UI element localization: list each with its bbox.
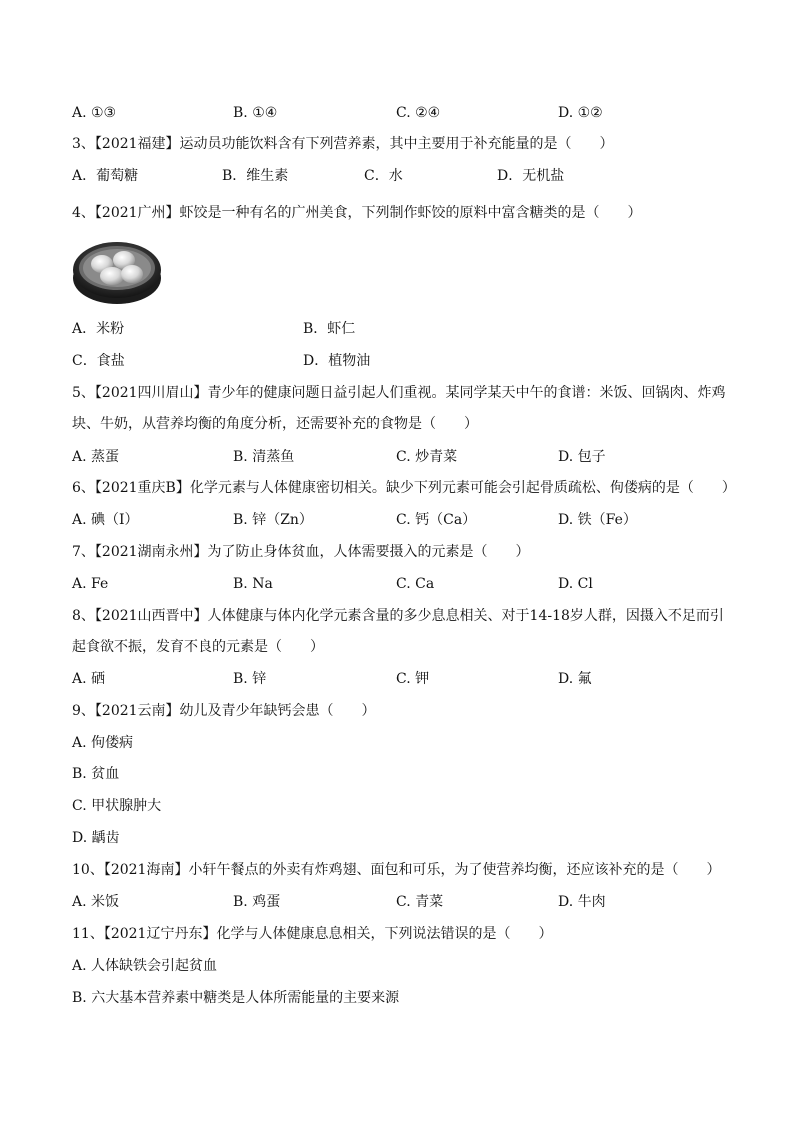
q4-option-d[interactable]: D．植物油 <box>303 353 371 369</box>
q6-option-b[interactable]: B. 锌（Zn） <box>233 512 313 528</box>
q7-option-d[interactable]: D. Cl <box>558 576 593 592</box>
q3-option-d[interactable]: D．无机盐 <box>497 168 565 184</box>
shrimp-dumpling-image <box>72 234 162 306</box>
q5-option-d[interactable]: D. 包子 <box>558 449 606 465</box>
q9-stem: 9、【2021云南】幼儿及青少年缺钙会患（ ） <box>72 703 376 719</box>
q7-option-b[interactable]: B. Na <box>233 576 273 592</box>
q6-option-d[interactable]: D. 铁（Fe） <box>558 512 637 528</box>
q2-option-b[interactable]: B. ①④ <box>233 105 278 121</box>
q4-option-c[interactable]: C．食盐 <box>72 353 125 369</box>
q11-stem: 11、【2021辽宁丹东】化学与人体健康息息相关，下列说法错误的是（ ） <box>72 926 553 942</box>
q9-option-d[interactable]: D. 龋齿 <box>72 830 120 846</box>
q10-option-a[interactable]: A. 米饭 <box>72 894 120 910</box>
q5-stem-line2: 块、牛奶，从营养均衡的角度分析，还需要补充的食物是（ ） <box>72 416 478 432</box>
q5-option-a[interactable]: A. 蒸蛋 <box>72 449 120 465</box>
q8-stem-line1: 8、【2021山西晋中】人体健康与体内化学元素含量的多少息息相关、对于14-18岁人群，因摄入不足而引 <box>72 608 724 624</box>
q8-stem-line2: 起食欲不振，发育不良的元素是（ ） <box>72 639 324 655</box>
q5-stem-line1: 5、【2021四川眉山】青少年的健康问题日益引起人们重视。某同学某天中午的食谱：米饭、回锅肉、炸鸡 <box>72 385 726 401</box>
q11-option-b[interactable]: B. 六大基本营养素中糖类是人体所需能量的主要来源 <box>72 990 400 1006</box>
q5-option-c[interactable]: C. 炒青菜 <box>396 449 458 465</box>
q3-option-b[interactable]: B．维生素 <box>222 168 289 184</box>
q9-option-a[interactable]: A. 佝偻病 <box>72 735 134 751</box>
q2-option-d[interactable]: D. ①② <box>558 105 603 121</box>
q9-option-c[interactable]: C. 甲状腺肿大 <box>72 798 162 814</box>
q8-option-b[interactable]: B. 锌 <box>233 671 267 687</box>
q9-option-b[interactable]: B. 贫血 <box>72 766 120 782</box>
q10-stem: 10、【2021海南】小轩午餐点的外卖有炸鸡翅、面包和可乐，为了使营养均衡，还应该补充的是（ ） <box>72 862 721 878</box>
q10-option-d[interactable]: D. 牛肉 <box>558 894 606 910</box>
q2-option-c[interactable]: C. ②④ <box>396 105 441 121</box>
q6-option-c[interactable]: C. 钙（Ca） <box>396 512 477 528</box>
q8-option-c[interactable]: C. 钾 <box>396 671 430 687</box>
q7-option-a[interactable]: A. Fe <box>72 576 109 592</box>
q6-option-a[interactable]: A. 碘（I） <box>72 512 139 528</box>
q3-stem: 3、【2021福建】运动员功能饮料含有下列营养素，其中主要用于补充能量的是（ ） <box>72 136 614 152</box>
q10-option-b[interactable]: B. 鸡蛋 <box>233 894 281 910</box>
q2-option-a[interactable]: A. ①③ <box>72 105 117 121</box>
q10-option-c[interactable]: C. 青菜 <box>396 894 444 910</box>
q3-option-c[interactable]: C．水 <box>364 168 403 184</box>
q11-option-a[interactable]: A. 人体缺铁会引起贫血 <box>72 958 218 974</box>
q7-option-c[interactable]: C. Ca <box>396 576 435 592</box>
q8-option-a[interactable]: A. 硒 <box>72 671 106 687</box>
q3-option-a[interactable]: A．葡萄糖 <box>72 168 139 184</box>
q4-option-a[interactable]: A．米粉 <box>72 321 125 337</box>
q5-option-b[interactable]: B. 清蒸鱼 <box>233 449 295 465</box>
q6-stem: 6、【2021重庆B】化学元素与人体健康密切相关。缺少下列元素可能会引起骨质疏松、佝偻病的是（ ） <box>72 480 736 496</box>
q7-stem: 7、【2021湖南永州】为了防止身体贫血，人体需要摄入的元素是（ ） <box>72 544 530 560</box>
q4-stem: 4、【2021广州】虾饺是一种有名的广州美食，下列制作虾饺的原料中富含糖类的是（ ） <box>72 205 642 221</box>
q4-option-b[interactable]: B．虾仁 <box>303 321 356 337</box>
q8-option-d[interactable]: D. 氟 <box>558 671 592 687</box>
